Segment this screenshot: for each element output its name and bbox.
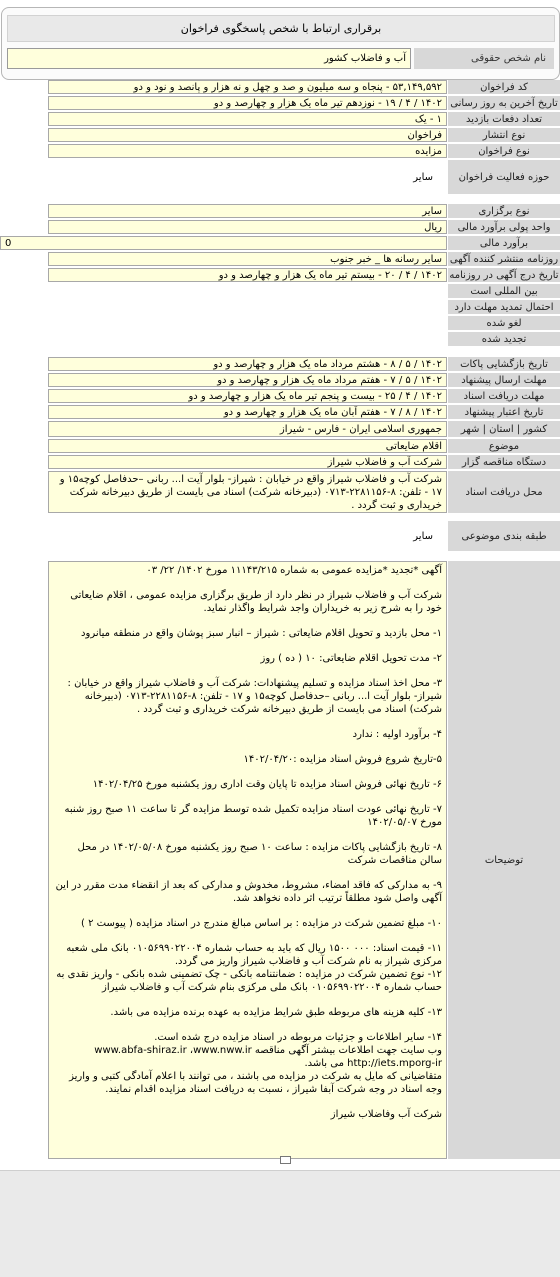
extension-label: احتمال تمدید مهلت دارد <box>448 300 560 314</box>
description-paragraph: ۴- برآورد اولیه : ندارد <box>352 729 442 740</box>
renewed-value <box>48 332 447 346</box>
code-value: ۵۳,۱۴۹,۵۹۲ - پنجاه و سه میلیون و صد و چهل و نه هزار و پانصد و نود و دو <box>48 80 447 94</box>
row-extension <box>0 300 560 316</box>
estimate-label: برآورد مالی <box>448 236 560 250</box>
validity-label: تاریخ اعتبار پیشنهاد <box>448 405 560 419</box>
description-paragraph: ۲- مدت تحویل اقلام ضایعاتی: ۱۰ ( ده ) روز <box>260 653 442 664</box>
call-type-label: نوع فراخوان <box>448 144 560 158</box>
code-label: کد فراخوان <box>448 80 560 94</box>
validity-value: ۱۴۰۲ / ۸ / ۷ - هفتم آبان ماه یک هزار و چهارصد و دو <box>48 405 447 419</box>
row-publish-type <box>0 128 560 144</box>
row-subject <box>0 439 560 455</box>
row-category <box>0 521 560 553</box>
description-paragraph: ۹- به مدارکی که فاقد امضاء، مشروط، مخدوش و مدارکی که بعد از انقضاء مدت مقرر در این آگهی واصل شود مطلقاً ترتیب اثر داده نخواهد شد. <box>52 880 442 904</box>
description-paragraph: ۳- محل اخذ اسناد مزایده و تسلیم پیشنهادات: شرکت آب و فاضلاب شیراز واقع در خیابان : شیراز- بلوار آیت ا... ربانی –حدفاصل کوچه۱۵ و ۱۷ - تلفن: ۸-۲۲۸۱۱۵۶-۰۷۱۳ (دبیرخانه شرکت) اسناد می بایست از طریق دبیرخانه شرکت خریداری و ثبت گردد . <box>64 678 442 715</box>
row-doc-place <box>0 471 560 515</box>
description-paragraph: ۸- تاریخ بازگشایی پاکات مزایده : ساعت ۱۰ صبح روز یکشنبه مورخ ۱۴۰۲/۰۵/۰۸ در محل سالن مناقصات شرکت <box>74 842 442 866</box>
organizer-value: شرکت آب و فاضلاب شیراز <box>48 455 447 469</box>
contact-panel <box>1 7 560 80</box>
row-submit-deadline <box>0 373 560 389</box>
description-box <box>48 561 447 1159</box>
row-cancelled <box>0 316 560 332</box>
activity-value: سایر <box>413 171 433 183</box>
newspaper-date-value: ۱۴۰۲ / ۴ / ۲۰ - بیستم تیر ماه یک هزار و چهارصد و دو <box>48 268 447 282</box>
page-footer-area <box>0 1170 560 1277</box>
description-paragraph: ۷- تاریخ نهائی عودت اسناد مزایده تکمیل شده توسط مزایده گر تا ساعت ۱۱ صبح روز شنبه مورخ ۱۴۰۲/۰۵/۰۷ <box>61 804 442 828</box>
row-code <box>0 80 560 96</box>
contact-panel-title: برقراری ارتباط با شخص پاسخگوی فراخوان <box>7 15 555 42</box>
row-update-date <box>0 96 560 112</box>
newspaper-date-label: تاریخ درج آگهی در روزنامه <box>449 269 559 281</box>
submit-deadline-value: ۱۴۰۲ / ۵ / ۷ - هفتم مرداد ماه یک هزار و چهارصد و دو <box>48 373 447 387</box>
publish-type-label: نوع انتشار <box>448 128 560 142</box>
description-paragraph: شرکت آب و فاضلاب شیراز در نظر دارد از طریق برگزاری مزایده عمومی ، اقلام ضایعاتی خود را به شرح زیر به خریداران واجد شرایط واگذار نماید. <box>67 590 442 614</box>
doc-deadline-value: ۱۴۰۲ / ۴ / ۲۵ - بیست و پنجم تیر ماه یک هزار و چهارصد و دو <box>48 389 447 403</box>
organizer-type-label: نوع برگزاری <box>448 204 560 218</box>
publish-type-value: فراخوان <box>48 128 447 142</box>
update-date-label: تاریخ آخرین به روز رسانی <box>448 96 560 110</box>
row-validity <box>0 405 560 421</box>
international-label: بین المللی است <box>448 284 560 298</box>
description-paragraph: ۵-تاریخ شروع فروش اسناد مزایده :۱۴۰۲/۰۴/۲۰ <box>243 754 442 765</box>
estimate-value: 0 <box>0 236 447 250</box>
doc-place-label: محل دریافت اسناد <box>448 471 560 513</box>
description-paragraph: ۱۳- کلیه هزینه های مربوطه طبق شرایط مزایده به عهده برنده مزایده می باشد. <box>110 1007 442 1018</box>
description-paragraph: آگهی *تجدید *مزایده عمومی به شماره ۱۱۱۴۳/۲۱۵ مورخ ۱۴۰۲/ ۲۲/ ۰۳ <box>146 565 442 576</box>
description-paragraph: شرکت آب وفاضلاب شیراز <box>330 1109 442 1120</box>
resize-handle[interactable] <box>280 1156 291 1164</box>
currency-value: ریال <box>48 220 447 234</box>
row-location <box>0 421 560 439</box>
category-value: سایر <box>413 530 433 542</box>
row-call-type <box>0 144 560 160</box>
row-currency <box>0 220 560 236</box>
row-organizer-type <box>0 204 560 220</box>
subject-label: موضوع <box>448 439 560 453</box>
row-doc-deadline <box>0 389 560 405</box>
doc-place-value: شرکت آب و فاضلاب شیراز واقع در خیابان : شیراز- بلوار آیت ا... ربانی –حدفاصل کوچه۱۵ و ۱۷ - تلفن: ۸-۲۲۸۱۱۵۶-۰۷۱۳ (دبیرخانه شرکت) اسناد می بایست از طریق دبیرخانه شرکت خریداری و ثبت گردد . <box>48 471 447 513</box>
newspaper-label: روزنامه منتشر کننده آگهی <box>449 253 559 265</box>
description-label: توضیحات <box>448 561 560 1159</box>
extension-value <box>48 300 447 314</box>
doc-deadline-label: مهلت دریافت اسناد <box>448 389 560 403</box>
description-paragraph: ۱۱- قیمت اسناد: ۰۰۰ ۱۵۰۰ ریال که باید به حساب شماره ۰۱۰۵۶۹۹۰۲۲۰۰۴ بانک ملی شعبه مرکزی شیراز به نام شرکت آب و فاضلاب شیراز واریز می گردد. ۱۲- نوع تضمین شرکت در مزایده : ضمانتنامه بانکی - چک تضمینی شده بانکی - واریز نقدی به حساب شماره ۰۱۰۵۶۹۹۰۲۲۰۰۴ بانک ملی مرکزی بنام شرکت آب و فاضلاب شیراز <box>56 943 442 993</box>
row-activity <box>0 160 560 196</box>
submit-deadline-label: مهلت ارسال پیشنهاد <box>448 373 560 387</box>
description-paragraph: ۱- محل بازدید و تحویل اقلام ضایعاتی : شیراز – انبار سبز پوشان واقع در منطقه میانرود <box>81 628 442 639</box>
description-paragraph: ۱۴- سایر اطلاعات و جزئیات مربوطه در اسناد مزایده درج شده است. وب سایت جهت اطلاعات بیشتر آگهی مناقصه www.abfa-shiraz.ir ،www.nww.ir http://iets.mporg-ir می باشد. متقاضیانی که مایل به شرکت در مزایده می باشند ، می توانند با اعلام آمادگی کتبی و واریز وجه اسناد در وجه شرکت آبفا شیراز ، نسبت به دریافت اسناد مزایده اقدام نمایند. <box>69 1032 442 1095</box>
row-newspaper-date <box>0 268 560 284</box>
currency-label: واحد پولی برآورد مالی <box>448 220 560 234</box>
row-estimate <box>0 236 560 252</box>
row-visits <box>0 112 560 128</box>
location-value: جمهوری اسلامی ایران - فارس - شیراز <box>48 421 447 437</box>
visits-value: ۱ - یک <box>48 112 447 126</box>
row-newspaper <box>0 252 560 268</box>
newspaper-value: سایر رسانه ها _ خبر جنوب <box>48 252 447 266</box>
organizer-type-value: سایر <box>48 204 447 218</box>
legal-name-label: نام شخص حقوقی <box>414 48 554 69</box>
location-label: کشور | استان | شهر <box>448 421 560 437</box>
activity-label: حوزه فعالیت فراخوان <box>448 160 560 194</box>
row-renewed <box>0 332 560 348</box>
category-label: طبقه بندی موضوعی <box>448 521 560 551</box>
row-opening-date <box>0 357 560 373</box>
update-date-value: ۱۴۰۲ / ۴ / ۱۹ - نوزدهم تیر ماه یک هزار و چهارصد و دو <box>48 96 447 110</box>
row-organizer <box>0 455 560 471</box>
description-paragraph: ۶- تاریخ نهائی فروش اسناد مزایده تا پایان وقت اداری روز یکشنبه مورخ ۱۴۰۲/۰۴/۲۵ <box>92 779 442 790</box>
cancelled-label: لغو شده <box>448 316 560 330</box>
visits-label: تعداد دفعات بازدید <box>448 112 560 126</box>
description-paragraph: ۱۰- مبلغ تضمین شرکت در مزایده : بر اساس مبالغ مندرج در اسناد مزایده ( پیوست ۲ ) <box>81 918 442 929</box>
legal-name-value: آب و فاضلاب کشور <box>7 48 411 69</box>
row-international <box>0 284 560 300</box>
subject-value: اقلام ضایعاتی <box>48 439 447 453</box>
call-type-value: مزایده <box>48 144 447 158</box>
opening-date-label: تاریخ بازگشایی پاکات <box>448 357 560 371</box>
international-value <box>48 284 447 298</box>
opening-date-value: ۱۴۰۲ / ۵ / ۸ - هشتم مرداد ماه یک هزار و چهارصد و دو <box>48 357 447 371</box>
renewed-label: تجدید شده <box>448 332 560 346</box>
cancelled-value <box>48 316 447 330</box>
organizer-label: دستگاه مناقصه گزار <box>448 455 560 469</box>
